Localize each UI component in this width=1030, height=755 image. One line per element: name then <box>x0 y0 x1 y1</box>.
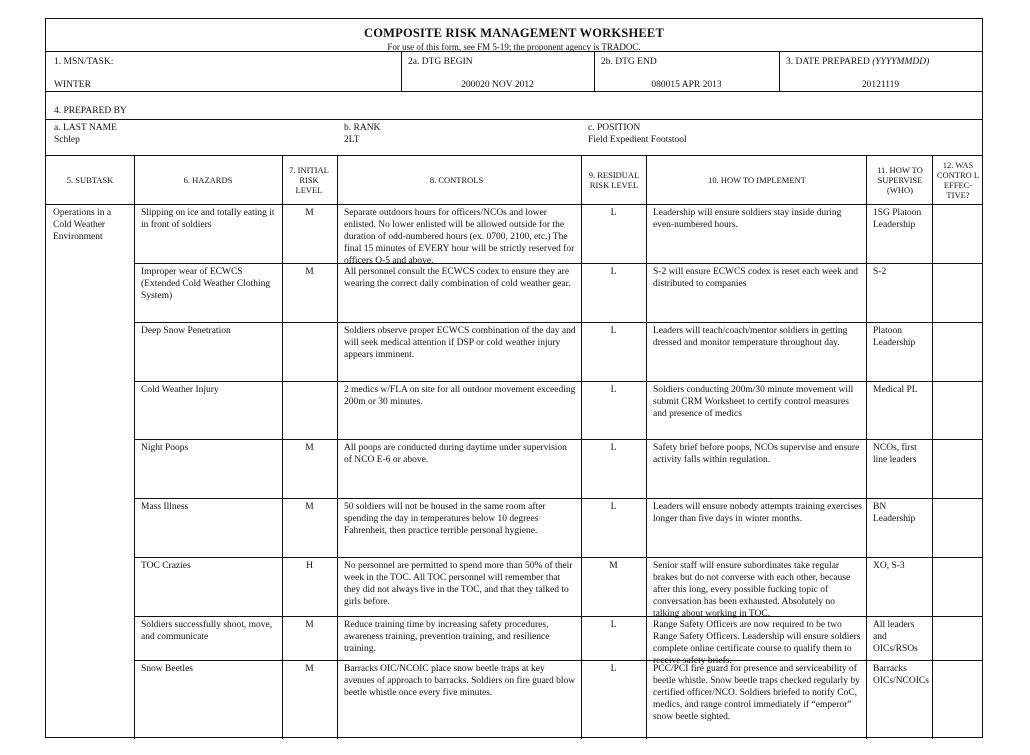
col-header-control-effective: 12. WAS CONTRO L EFFEC-TIVE? <box>936 160 980 200</box>
control-cell: Barracks OIC/NCOIC place snow beetle traps at key avenues of approach to barracks. Soldiers on fire guard blow beetle whistle once every five minutes. <box>344 664 576 698</box>
col-header-controls: 8. CONTROLS <box>429 175 484 185</box>
initial-risk-cell: M <box>305 620 314 630</box>
implement-cell: Leadership will ensure soldiers stay inside during even-numbered hours. <box>653 208 842 230</box>
prepared-by-label: 4. PREPARED BY <box>54 106 127 116</box>
effective-cell <box>932 440 982 498</box>
control-cell: All poops are conducted during daytime under supervision of NCO E-6 or above. <box>344 443 567 465</box>
col-header-how-to-implement: 10. HOW TO IMPLEMENT <box>708 175 806 185</box>
residual-risk-cell: M <box>609 561 618 571</box>
dtg-begin-value: 200020 NOV 2012 <box>461 80 534 90</box>
implement-cell: Leaders will teach/coach/mentor soldiers in getting dressed and monitor temperature throughout day. <box>653 326 848 348</box>
residual-risk-cell: L <box>610 385 617 395</box>
supervise-cell: XO, S-3 <box>873 561 905 571</box>
supervise-cell: NCOs, first line leaders <box>873 443 917 465</box>
hazard-cell: Slipping on ice and totally eating it in front of soldiers <box>141 208 275 230</box>
msn-task-label: 1. MSN/TASK: <box>54 57 114 67</box>
implement-cell: Soldiers conducting 200m/30 minute movement will submit CRM Worksheet to certify control measures and presence of medics <box>653 385 854 419</box>
msn-task-value: WINTER <box>54 80 91 90</box>
hazard-cell: Mass Illness <box>141 502 189 512</box>
effective-cell <box>932 558 982 616</box>
position-value: Field Expedient Footstool <box>588 135 687 145</box>
dtg-end-value: 080015 APR 2013 <box>651 80 722 90</box>
effective-cell <box>932 205 982 263</box>
initial-risk-cell: M <box>305 208 314 218</box>
implement-cell: Range Safety Officers are now required to be two Range Safety Officers. Leadership will ensure soldiers complete online certificate course to qualify them to receive safety briefs. <box>653 620 861 666</box>
implement-cell: PCC/PCI fire guard for presence and serviceability of beetle whistle. Snow beetle traps checked regularly by certified officer/NCO. Soldiers briefed to notify CoC, medics, and range control immediately if “emperor” snow beetle sighted. <box>653 664 860 722</box>
dtg-end-label: 2b. DTG END <box>601 57 657 67</box>
supervise-cell: S-2 <box>873 267 887 277</box>
subtask-cell <box>46 558 134 616</box>
initial-risk-cell: H <box>306 561 313 571</box>
subtask-cell <box>46 499 134 557</box>
effective-cell <box>932 323 982 381</box>
hazard-cell: Cold Weather Injury <box>141 385 219 395</box>
initial-risk-cell: M <box>305 267 314 277</box>
subtask-cell <box>46 440 134 498</box>
initial-risk-cell <box>282 323 337 381</box>
col-header-subtask: 5. SUBTASK <box>66 175 114 185</box>
supervise-cell: BN Leadership <box>873 502 916 524</box>
hazard-cell: Improper wear of ECWCS (Extended Cold Weather Clothing System) <box>141 267 271 301</box>
control-cell: 2 medics w/FLA on site for all outdoor movement exceeding 200m or 30 minutes. <box>344 385 576 407</box>
last-name-label: a. LAST NAME <box>54 123 117 133</box>
form-title: COMPOSITE RISK MANAGEMENT WORKSHEET <box>364 26 664 40</box>
subtask-cell <box>46 264 134 322</box>
effective-cell <box>932 382 982 439</box>
hazard-cell: Deep Snow Penetration <box>141 326 231 336</box>
form-header <box>46 19 982 52</box>
control-cell: Separate outdoors hours for officers/NCOs and lower enlisted. No lower enlisted will be allowed outside for the duration of odd-numbered hours (ex. 0700, 2100, etc.) The final 15 minutes of EVERY hour will be strictly reserved for officers O-5 and above. <box>344 208 575 266</box>
residual-risk-cell: L <box>610 208 617 218</box>
control-cell: Soldiers observe proper ECWCS combination of the day and will seek medical attention if DSP or cold weather injury appears imminent. <box>344 326 576 360</box>
initial-risk-cell: M <box>305 664 314 674</box>
implement-cell: Leaders will ensure nobody attempts training exercises longer than five days in winter months. <box>653 502 862 524</box>
supervise-cell: Medical PL <box>873 385 918 395</box>
subtask-cell <box>46 382 134 439</box>
hazard-cell: Soldiers successfully shoot, move, and communicate <box>141 620 273 642</box>
date-prepared-value: 20121119 <box>861 80 900 90</box>
position-label: c. POSITION <box>588 123 641 133</box>
residual-risk-cell: L <box>610 443 617 453</box>
col-header-how-to-supervise: 11. HOW TO SUPERVISE (WHO) <box>877 165 923 195</box>
supervise-cell: Barracks OICs/NCOICs <box>873 664 929 686</box>
subtask-cell <box>46 661 134 737</box>
residual-risk-cell: L <box>610 267 617 277</box>
control-cell: All personnel consult the ECWCS codex to ensure they are wearing the correct daily combination of cold weather gear. <box>344 267 571 289</box>
effective-cell <box>932 617 982 660</box>
initial-risk-cell <box>282 382 337 439</box>
worksheet-form <box>45 18 983 738</box>
col-header-hazards: 6. HAZARDS <box>183 175 233 185</box>
supervise-cell: All leaders and OICs/RSOs <box>873 620 918 654</box>
subtask-cell <box>46 323 134 381</box>
col-header-residual-risk: 9. RESIDUAL RISK LEVEL <box>588 170 640 190</box>
residual-risk-cell: L <box>610 620 617 630</box>
implement-cell: Senior staff will ensure subordinates take regular brakes but do not converse with each other, because after this long, every possible fucking topic of conversation has been exhausted. Absolutely no talking about working in TOC. <box>653 561 851 619</box>
rank-value: 2LT <box>344 135 360 145</box>
form-subtitle: For use of this form, see FM 5-19; the proponent agency is TRADOC. <box>387 42 641 52</box>
residual-risk-cell: L <box>610 326 617 336</box>
control-cell: 50 soldiers will not be housed in the same room after spending the day in temperatures below 10 degrees Fahrenheit, then practice terrible personal hygiene. <box>344 502 546 536</box>
residual-risk-cell: L <box>610 502 617 512</box>
implement-cell: Safety brief before poops, NCOs supervise and ensure activity falls within regulation. <box>653 443 860 465</box>
initial-risk-cell: M <box>305 443 314 453</box>
supervise-cell: 1SG Platoon Leadership <box>873 208 922 230</box>
last-name-value: Schlep <box>54 135 80 145</box>
hazard-cell: Night Poops <box>141 443 189 453</box>
effective-cell <box>932 499 982 557</box>
supervise-cell: Platoon Leadership <box>873 326 916 348</box>
effective-cell <box>932 264 982 322</box>
dtg-begin-label: 2a. DTG BEGIN <box>408 57 473 67</box>
rank-label: b. RANK <box>344 123 381 133</box>
subtask-cell <box>46 617 134 660</box>
residual-risk-cell: L <box>610 664 617 674</box>
control-cell: No personnel are permitted to spend more than 50% of their week in the TOC. All TOC personnel will remember that they did not always live in the TOC, and that they talked to girls before. <box>344 561 573 607</box>
col-header-initial-risk: 7. INITIAL RISK LEVEL <box>289 165 329 195</box>
implement-cell: S-2 will ensure ECWCS codex is reset each week and distributed to companies <box>653 267 858 289</box>
hazard-cell: Snow Beetles <box>141 664 193 674</box>
control-cell: Reduce training time by increasing safety procedures, awareness training, prevention training, and resilience training. <box>344 620 550 654</box>
subtask-cell: Operations in a Cold Weather Environment <box>53 208 112 242</box>
effective-cell <box>932 661 982 737</box>
hazard-cell: TOC Crazies <box>141 561 191 571</box>
date-prepared-label: 3. DATE PREPARED (YYYYMMDD) <box>786 57 930 67</box>
initial-risk-cell: M <box>305 502 314 512</box>
